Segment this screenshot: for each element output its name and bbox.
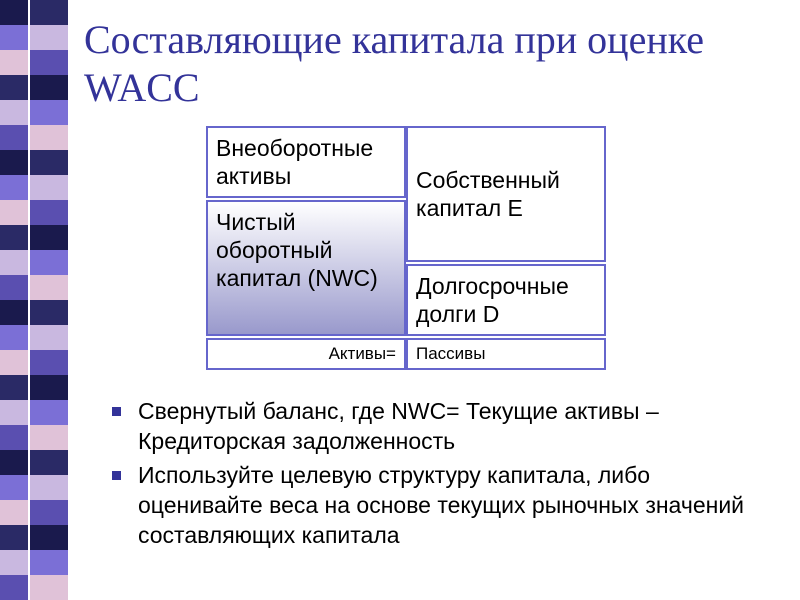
debt-box: [406, 264, 606, 336]
stripe-cell: [30, 550, 68, 575]
stripe-segment: [0, 100, 72, 125]
fixed-assets-label: Внеоборотные активы: [216, 135, 374, 189]
square-bullet-icon: [112, 471, 121, 480]
stripe-cell: [30, 25, 68, 50]
stripe-segment: [0, 450, 72, 475]
stripe-cell: [0, 75, 28, 100]
stripe-cell: [0, 375, 28, 400]
stripe-cell: [0, 200, 28, 225]
stripe-cell: [0, 350, 28, 375]
stripe-cell: [30, 350, 68, 375]
bullet-text: Свернутый баланс, где NWC= Текущие активы – Кредиторская задолженность: [138, 398, 659, 454]
stripe-cell: [30, 75, 68, 100]
liabilities-total-box: [406, 338, 606, 370]
nwc-label: Чистый оборотный капитал (NWC): [216, 209, 378, 291]
stripe-segment: [0, 525, 72, 550]
stripe-cell: [30, 450, 68, 475]
stripe-cell: [30, 175, 68, 200]
stripe-cell: [30, 425, 68, 450]
stripe-segment: [0, 475, 72, 500]
stripe-cell: [30, 0, 68, 25]
stripe-cell: [0, 425, 28, 450]
stripe-cell: [30, 475, 68, 500]
stripe-segment: [0, 425, 72, 450]
stripe-segment: [0, 200, 72, 225]
stripe-cell: [30, 375, 68, 400]
stripe-segment: [0, 350, 72, 375]
stripe-segment: [0, 375, 72, 400]
stripe-cell: [0, 550, 28, 575]
stripe-segment: [0, 300, 72, 325]
square-bullet-icon: [112, 407, 121, 416]
stripe-cell: [0, 50, 28, 75]
stripe-cell: [0, 475, 28, 500]
stripe-segment: [0, 275, 72, 300]
stripe-segment: [0, 575, 72, 600]
stripe-cell: [30, 150, 68, 175]
stripe-segment: [0, 250, 72, 275]
stripe-segment: [0, 150, 72, 175]
fixed-assets-box: [206, 126, 406, 198]
stripe-segment: [0, 25, 72, 50]
stripe-cell: [30, 575, 68, 600]
stripe-cell: [30, 50, 68, 75]
stripe-cell: [0, 225, 28, 250]
equity-label: Собственный капитал E: [416, 167, 560, 221]
stripe-segment: [0, 550, 72, 575]
stripe-cell: [0, 325, 28, 350]
stripe-cell: [30, 275, 68, 300]
decorative-stripe-bar: [0, 0, 80, 600]
stripe-cell: [30, 300, 68, 325]
stripe-cell: [0, 525, 28, 550]
stripe-cell: [0, 100, 28, 125]
stripe-cell: [30, 325, 68, 350]
stripe-cell: [0, 250, 28, 275]
stripe-segment: [0, 400, 72, 425]
stripe-cell: [0, 175, 28, 200]
stripe-cell: [30, 100, 68, 125]
stripe-cell: [0, 575, 28, 600]
stripe-cell: [30, 125, 68, 150]
assets-total-label: Активы=: [328, 344, 396, 363]
stripe-cell: [30, 250, 68, 275]
bullet-item: [106, 396, 766, 456]
stripe-cell: [30, 200, 68, 225]
stripe-cell: [30, 400, 68, 425]
stripe-cell: [0, 300, 28, 325]
stripe-cell: [0, 450, 28, 475]
stripe-segment: [0, 75, 72, 100]
bullet-item: [106, 460, 766, 550]
stripe-segment: [0, 125, 72, 150]
stripe-segment: [0, 225, 72, 250]
stripe-segment: [0, 0, 72, 25]
stripe-cell: [0, 275, 28, 300]
stripe-cell: [0, 25, 28, 50]
stripe-segment: [0, 50, 72, 75]
bullet-list: [106, 396, 766, 554]
slide-title: Составляющие капитала при оценке WACC: [84, 17, 704, 110]
stripe-cell: [0, 125, 28, 150]
liabilities-total-label: Пассивы: [416, 344, 486, 363]
stripe-cell: [30, 225, 68, 250]
debt-label: Долгосрочные долги D: [416, 273, 569, 327]
equity-box: [406, 126, 606, 262]
assets-total-box: [206, 338, 406, 370]
stripe-cell: [30, 525, 68, 550]
nwc-box: [206, 200, 406, 336]
stripe-segment: [0, 325, 72, 350]
bullet-text: Используйте целевую структуру капитала, либо оценивайте веса на основе текущих рыночных значений составляющих капитала: [138, 462, 745, 548]
stripe-cell: [30, 500, 68, 525]
stripe-cell: [0, 0, 28, 25]
stripe-cell: [0, 500, 28, 525]
stripe-segment: [0, 175, 72, 200]
stripe-cell: [0, 150, 28, 175]
stripe-cell: [0, 400, 28, 425]
stripe-segment: [0, 500, 72, 525]
